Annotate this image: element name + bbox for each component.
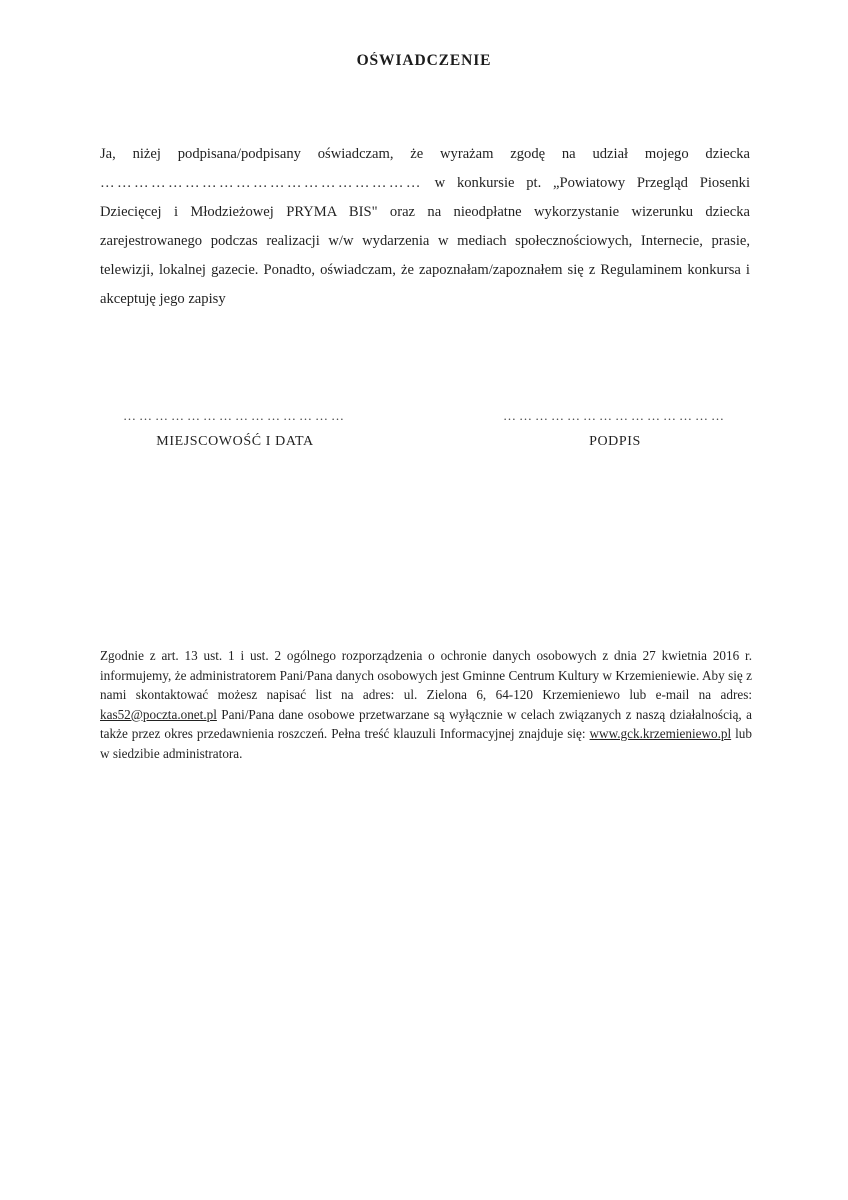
rodo-paragraph [100,646,752,764]
signature-dotted-line: …………………………………… [123,408,347,423]
blank-dotted-line: ………………………………………………… [100,175,423,191]
rodo-notice [100,646,752,764]
signature-label-place-date: MIEJSCOWOŚĆ I DATA [156,434,314,449]
rodo-text-part-1: Zgodnie z art. 13 ust. 1 i ust. 2 ogólnego rozporządzenia o ochronie danych osobowych z dnia 27 kwietnia 2016 r. informujemy, że administratorem Pani/Pana danych osobowych jest Gminne Centrum Kultury w Krzemieniewie. Aby się z nami skontaktować możesz napisać list na adres: ul. Zielona 6, 64-120 Krzemieniewo lub e-mail na adres: [100,648,752,703]
consent-line-rest: w konkursie pt. „Powiatowy Przegląd Piosenki Dziecięcej i Młodzieżowej PRYMA BIS" oraz na nieodpłatne wykorzystanie wizerunku dziecka zarejestrowanego podczas realizacji w/w wydarzenia w mediach społecznościowych, Internecie, prasie, telewizji, lokalnej gazecie. Ponadto, oświadczam, że zapoznałam/zapoznałem się z Regulaminem konkursa i akceptuję jego zapisy [100,175,750,307]
email-link[interactable]: kas52@poczta.onet.pl [100,706,217,722]
consent-line-1: Ja, niżej podpisana/podpisany oświadczam, że wyrażam zgodę na udział mojego dziecka [100,146,750,162]
signature-block-place-date [100,408,370,450]
website-link[interactable]: www.gck.krzemieniewo.pl [589,726,732,742]
consent-text [100,140,750,314]
signature-dotted-line: …………………………………… [503,408,727,423]
consent-paragraph [100,140,750,314]
signature-label-signature: PODPIS [589,434,641,449]
signature-block-signature [480,408,750,450]
rodo-text-part-3: lub w siedzibie administratora. [100,726,752,761]
page-title: OŚWIADCZENIE [356,52,492,69]
rodo-text-part-2: Pani/Pana dane osobowe przetwarzane są wyłącznie w celach związanych z naszą działalnością, a także przez okres przedawnienia roszczeń. Pełna treść klauzuli Informacyjnej znajduje się: [100,706,752,742]
signature-row [100,408,750,478]
